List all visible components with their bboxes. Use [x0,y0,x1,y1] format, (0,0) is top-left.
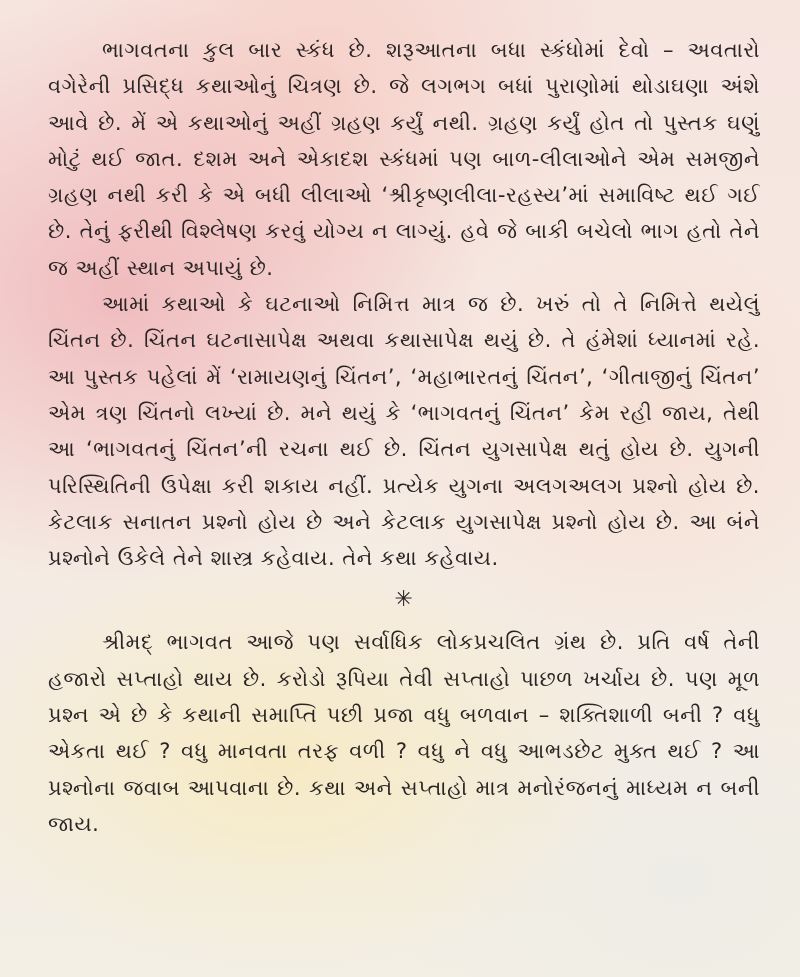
section-separator-asterisk: ✳ [394,587,414,613]
paragraph-2: આમાં કથાઓ કે ઘટનાઓ નિમિત્ત માત્ર જ છે. ખરું તો તે નિમિત્તે થયેલું ચિંતન છે. ચિંતન ઘટનાસાપેક્ષ અથવા કથાસાપેક્ષ થયું છે. તે હંમેશાં ધ્યાનમાં રહે. આ પુસ્તક પહેલાં મેં ‘રામાયણનું ચિંતન’, ‘મહાભારતનું ચિંતન’, ‘ગીતાજીનું ચિંતન’ એમ ત્રણ ચિંતનો લખ્યાં છે. મને થયું કે ‘ભાગવતનું ચિંતન’ કેમ રહી જાય, તેથી આ ‘ભાગવતનું ચિંતન’ની રચના થઈ છે. ચિંતન યુગસાપેક્ષ થતું હોય છે. યુગની પરિસ્થિતિની ઉપેક્ષા કરી શકાય નહીં. પ્રત્યેક યુગના અલગઅલગ પ્રશ્નો હોય છે. કેટલાક સનાતન પ્રશ્નો હોય છે અને કેટલાક યુગસાપેક્ષ પ્રશ્નો હોય છે. આ બંને પ્રશ્નોને ઉકેલે તેને શાસ્ત્ર કહેવાય. તેને કથા કહેવાય. [48,292,760,571]
paragraph-3: શ્રીમદ્ ભાગવત આજે પણ સર્વાધિક લોકપ્રચલિત ગ્રંથ છે. પ્રતિ વર્ષ તેની હજારો સપ્તાહો થાય છે. કરોડો રૂપિયા તેવી સપ્તાહો પાછળ ખર્ચાય છે. પણ મૂળ પ્રશ્ન એ છે કે કથાની સમાપ્તિ પછી પ્રજા વધુ બળવાન – શક્તિશાળી બની ? વધુ એકતા થઈ ? વધુ માનવતા તરફ વળી ? વધુ ને વધુ આભડછેટ મુક્ત થઈ ? આ પ્રશ્નોના જવાબ આપવાના છે. કથા અને સપ્તાહો માત્ર મનોરંજનનું માધ્યમ ન બની જાય. [48,630,760,836]
page-body [48,32,760,842]
paragraph-1: ભાગવતના કુલ બાર સ્કંધ છે. શરૂઆતના બધા સ્કંધોમાં દેવો – અવતારો વગેરેની પ્રસિદ્ધ કથાઓનું ચિત્રણ છે. જે લગભગ બધાં પુરાણોમાં થોડાઘણા અંશે આવે છે. મેં એ કથાઓનું અહીં ગ્રહણ કર્યું નથી. ગ્રહણ કર્યું હોત તો પુસ્તક ઘણું મોટું થઈ જાત. દશમ અને એકાદશ સ્કંધમાં પણ બાળ-લીલાઓને એમ સમજીને ગ્રહણ નથી કરી કે એ બધી લીલાઓ ‘શ્રીકૃષ્ણલીલા-રહસ્ય’માં સમાવિષ્ટ થઈ ગઈ છે. તેનું ફરીથી વિશ્લેષણ કરવું યોગ્ય ન લાગ્યું. હવે જે બાકી બચેલો ભાગ હતો તેને જ અહીં સ્થાન અપાયું છે. [48,38,760,280]
